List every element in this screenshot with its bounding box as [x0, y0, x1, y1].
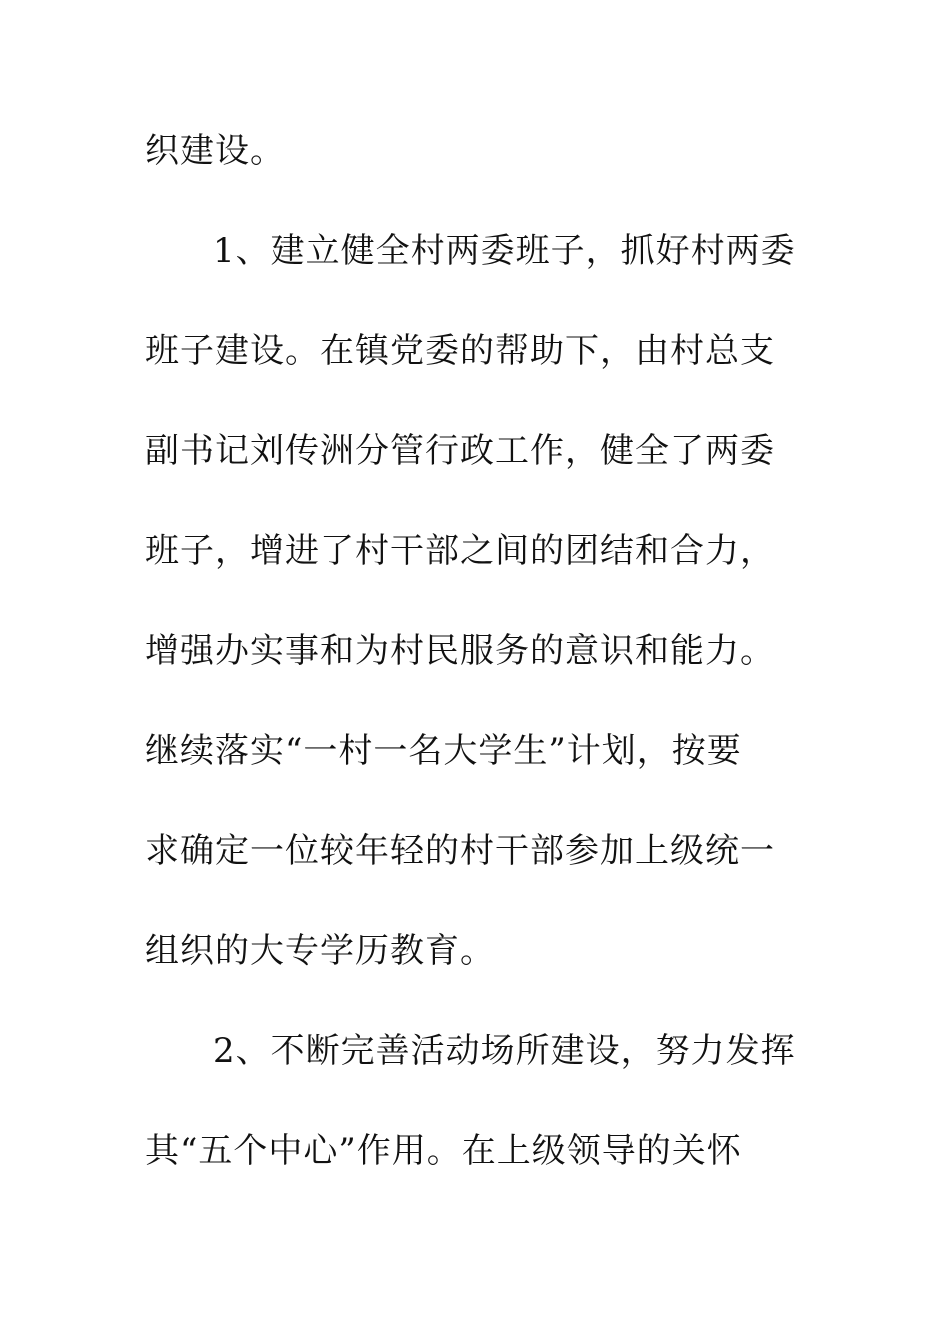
text-line: 副书记刘传洲分管行政工作，健全了两委: [145, 431, 775, 471]
text-line: 班子，增进了村干部之间的团结和合力，: [145, 531, 775, 571]
text-line: 求确定一位较年轻的村干部参加上级统一: [145, 831, 775, 871]
paragraph-1-heading-line: 1、建立健全村两委班子，抓好村两委: [213, 231, 796, 271]
text-line: 织建设。: [145, 131, 285, 171]
text-line: 其“五个中心”作用。在上级领导的关怀: [145, 1131, 742, 1171]
text-line: 班子建设。在镇党委的帮助下，由村总支: [145, 331, 775, 371]
paragraph-2-heading-line: 2、不断完善活动场所建设，努力发挥: [213, 1031, 796, 1071]
text-line: 组织的大专学历教育。: [145, 931, 495, 971]
text-line: 增强办实事和为村民服务的意识和能力。: [145, 631, 775, 671]
text-line: 继续落实“一村一名大学生”计划，按要: [145, 731, 742, 771]
